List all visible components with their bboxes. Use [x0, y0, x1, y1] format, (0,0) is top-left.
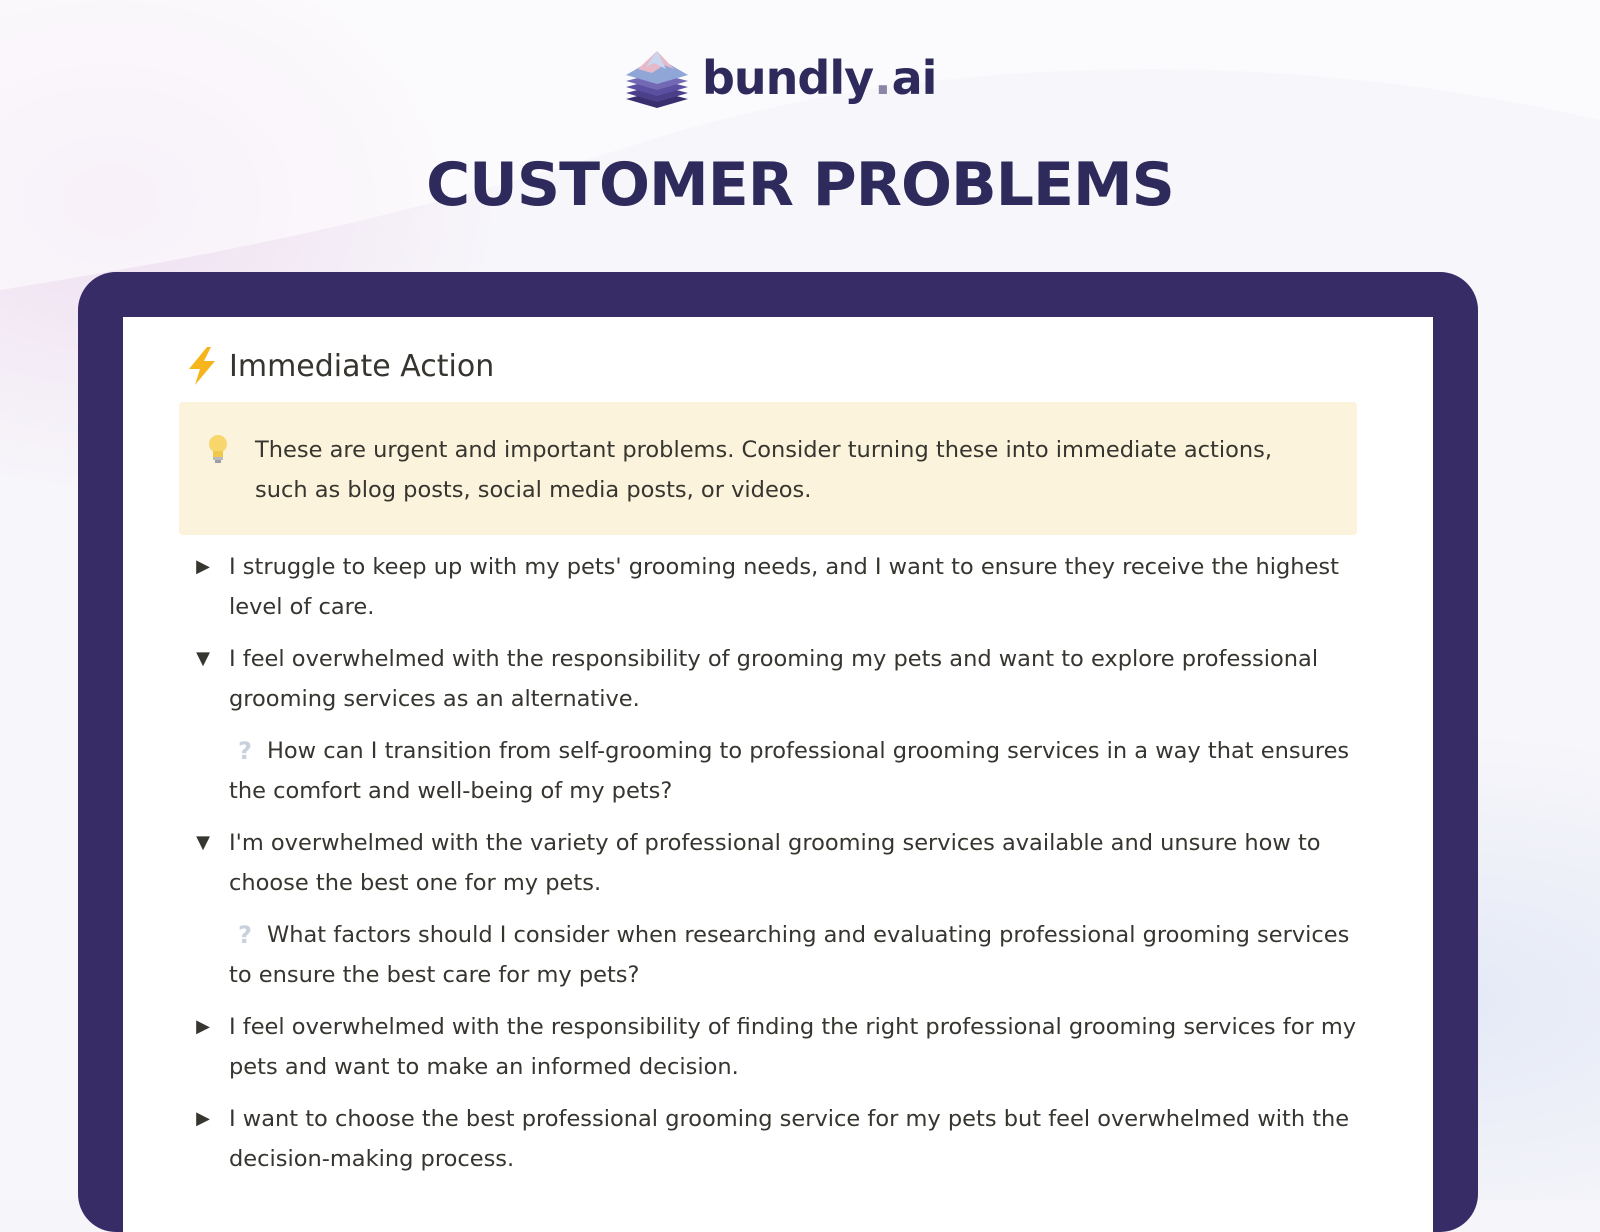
brand-name [702, 51, 936, 105]
notion-page [123, 317, 1433, 1232]
expanded-triangle-icon[interactable]: ▼ [196, 832, 210, 853]
toggle-item-3[interactable] [185, 823, 1365, 903]
section-heading[interactable] [185, 347, 494, 385]
collapsed-triangle-icon[interactable]: ▶ [196, 1016, 210, 1037]
device-frame [78, 272, 1478, 1232]
brand-name-main: bundly [702, 51, 874, 105]
lightning-bolt-icon [185, 347, 219, 385]
toggle-item-text: I feel overwhelmed with the responsibility of grooming my pets and want to explore professional grooming services as an alternative. [229, 646, 1319, 712]
collapsed-triangle-icon[interactable]: ▶ [196, 556, 210, 577]
lightbulb-icon [207, 434, 229, 464]
toggle-item-text: I'm overwhelmed with the variety of professional grooming services available and unsure how to choose the best one for my pets. [229, 830, 1321, 896]
toggle-child-question[interactable] [185, 731, 1365, 811]
question-mark-icon: ? [238, 921, 252, 949]
callout-text: These are urgent and important problems. Consider turning these into immediate actions, such as blog posts, social media posts, or videos. [255, 437, 1272, 503]
toggle-item-2[interactable] [185, 639, 1365, 719]
toggle-item-4[interactable] [185, 1007, 1365, 1087]
brand-logo[interactable] [624, 46, 936, 110]
toggle-item-text: I feel overwhelmed with the responsibility of finding the right professional grooming services for my pets and want to make an informed decision. [229, 1014, 1357, 1080]
section-title: Immediate Action [229, 348, 495, 384]
toggle-child-question[interactable] [185, 915, 1365, 995]
brand-name-dot: . [874, 51, 891, 105]
toggle-list [185, 547, 1365, 1191]
toggle-item-1[interactable] [185, 547, 1365, 627]
page-title: CUSTOMER PROBLEMS [426, 150, 1174, 220]
collapsed-triangle-icon[interactable]: ▶ [196, 1108, 210, 1129]
question-mark-icon: ? [238, 737, 252, 765]
toggle-item-text: I want to choose the best professional grooming service for my pets but feel overwhelmed with the decision-making process. [229, 1106, 1350, 1172]
toggle-child-text: What factors should I consider when researching and evaluating professional grooming services to ensure the best care for my pets? [229, 922, 1350, 988]
toggle-child-text: How can I transition from self-grooming to professional grooming services in a way that ensures the comfort and well-being of my pets? [229, 738, 1350, 804]
toggle-item-5[interactable] [185, 1099, 1365, 1179]
brand-name-suffix: ai [891, 51, 937, 105]
stacked-layers-logo-icon [624, 47, 690, 109]
expanded-triangle-icon[interactable]: ▼ [196, 648, 210, 669]
callout[interactable] [179, 402, 1357, 535]
toggle-item-text: I struggle to keep up with my pets' grooming needs, and I want to ensure they receive the highest level of care. [229, 554, 1339, 620]
